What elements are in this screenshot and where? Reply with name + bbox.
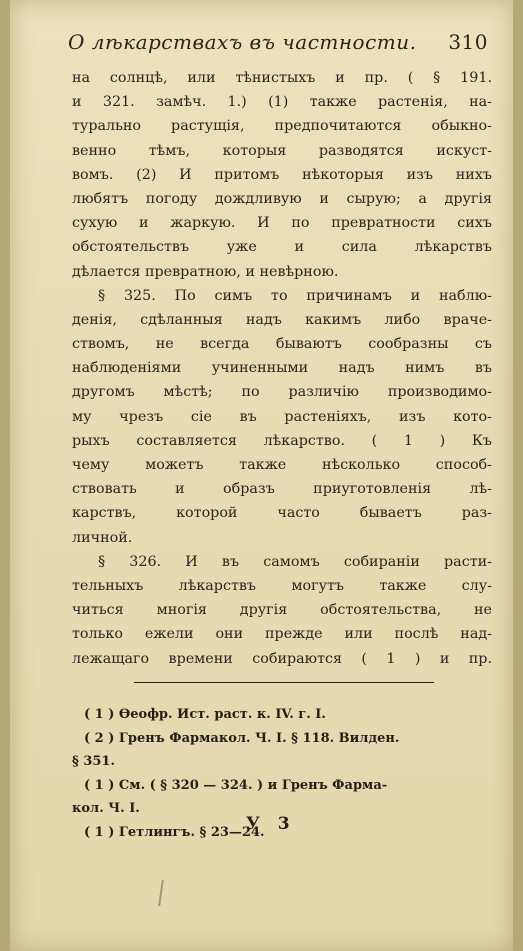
text-line: рыхъ составляется лѣкарство. ( 1 ) Къ [72, 432, 492, 449]
text-line: любятъ погоду дождливую и сырую; а другія [72, 190, 492, 207]
text-line: дѣлается превратною, и невѣрною. [72, 263, 339, 280]
footnote: ( 1 ) Ѳеофр. Ист. раст. к. IV. г. I. [84, 707, 326, 722]
text-line: тельныхъ лѣкарствъ могутъ также слу- [72, 577, 492, 594]
text-line: обстоятельствъ уже и сила лѣкарствъ [72, 239, 492, 256]
book-page [10, 0, 513, 951]
footnote: ( 1 ) Гетлингъ. § 23—24. [84, 824, 265, 840]
body-text [72, 66, 492, 671]
text-line: и 321. замѣч. 1.) (1) также растенія, на- [72, 94, 492, 111]
footnote-continuation: кол. Ч. I. [72, 801, 140, 816]
text-line: на солнцѣ, или тѣнистыхъ и пр. ( § 191. [72, 70, 492, 86]
text-line: лежащаго времени собираются ( 1 ) и пр. [72, 650, 492, 667]
text-line: ствовать и образъ приуготовленія лѣ- [72, 481, 492, 498]
section-325-start: § 325. По симъ то причинамъ и наблю- [98, 287, 492, 304]
footnote-separator [134, 682, 434, 683]
text-line: му чрезъ сіе въ растеніяхъ, изъ кото- [72, 408, 492, 425]
text-line: только ежели они прежде или послѣ над- [72, 626, 492, 643]
text-line: карствъ, которой часто бываетъ раз- [72, 505, 492, 522]
footnote: ( 1 ) См. ( § 320 — 324. ) и Гренъ Фарма- [84, 777, 388, 793]
text-line: денія, сдѣланныя надъ какимъ либо враче- [72, 311, 492, 328]
text-line: другомъ мѣстѣ; по различію производимо- [72, 384, 492, 401]
signature-mark: У 3 [246, 814, 296, 834]
footnote: ( 2 ) Гренъ Фармакол. Ч. I. § 118. Вилден. [84, 730, 400, 746]
text-line: венно тѣмъ, которыя разводятся искуст- [72, 142, 492, 159]
section-326-start: § 326. И въ самомъ собираніи расти- [98, 553, 492, 570]
text-line: ствомъ, не всегда бываютъ сообразны съ [72, 336, 492, 353]
text-line: турально растущія, предпочитаются обыкно- [72, 118, 492, 135]
text-line: личной. [72, 529, 133, 546]
running-header [68, 30, 488, 54]
text-line: читься многія другія обстоятельства, не [72, 602, 492, 619]
running-title: О лѣкарствахъ въ частности. [68, 30, 417, 54]
text-line: наблюденіями учиненными надъ нимъ въ [72, 360, 492, 377]
text-line: сухую и жаркую. И по превратности сихъ [72, 215, 492, 232]
page-number: 310 [448, 30, 488, 54]
ink-mark [158, 880, 164, 906]
text-line: чему можетъ также нѣсколько способ- [72, 457, 492, 473]
footnote-continuation: § 351. [72, 754, 115, 769]
text-line: вомъ. (2) И притомъ нѣкоторыя изъ нихъ [72, 166, 492, 183]
